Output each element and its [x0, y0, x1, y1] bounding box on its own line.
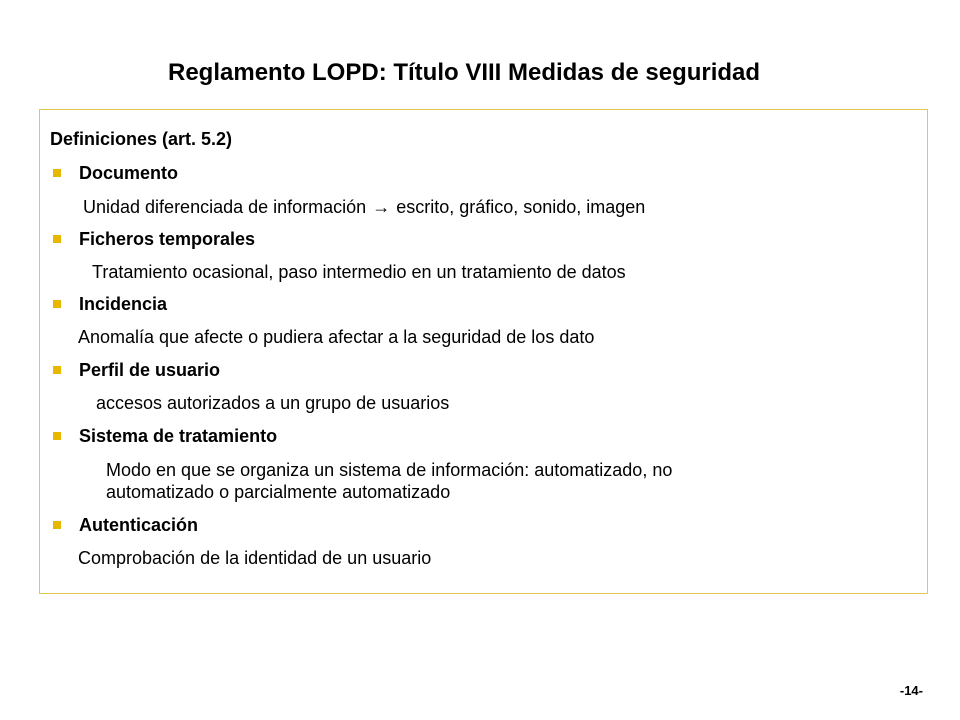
definition-autenticacion: Comprobación de la identidad de un usuario: [78, 548, 432, 568]
square-bullet-icon: [53, 300, 61, 308]
term-perfil-de-usuario: [79, 359, 220, 381]
definition-documento: [83, 196, 645, 218]
definition-text: Unidad diferenciada de información: [83, 197, 367, 217]
term-label: Perfil de usuario: [79, 360, 221, 380]
right-arrow-icon: →: [372, 197, 391, 217]
term-label: Autenticación: [79, 515, 199, 535]
term-incidencia: [79, 293, 167, 315]
square-bullet-icon: [53, 235, 61, 243]
term-documento: [79, 162, 178, 184]
square-bullet-icon: [53, 432, 61, 440]
term-autenticacion: [79, 514, 198, 536]
definition-text: escrito, gráfico, sonido, imagen: [396, 197, 646, 217]
definition-ficheros-temporales: Tratamiento ocasional, paso intermedio en un tratamiento de datos: [92, 262, 626, 282]
term-label: Sistema de tratamiento: [79, 426, 278, 446]
definition-sistema-de-tratamiento-line1: Modo en que se organiza un sistema de información: automatizado, no: [106, 460, 673, 480]
square-bullet-icon: [53, 521, 61, 529]
term-ficheros-temporales: [79, 228, 255, 250]
page-number: -14-: [899, 683, 923, 698]
term-sistema-de-tratamiento: [79, 425, 277, 447]
definition-perfil-de-usuario: accesos autorizados a un grupo de usuarios: [96, 393, 450, 413]
section-heading: Definiciones (art. 5.2): [50, 129, 233, 149]
square-bullet-icon: [53, 366, 61, 374]
term-label: Incidencia: [79, 294, 168, 314]
definition-sistema-de-tratamiento-line2: automatizado o parcialmente automatizado: [106, 482, 451, 502]
square-bullet-icon: [53, 169, 61, 177]
term-label: Documento: [79, 163, 178, 183]
term-label: Ficheros temporales: [79, 229, 256, 249]
definition-incidencia: Anomalía que afecte o pudiera afectar a la seguridad de los dato: [78, 327, 595, 347]
slide-title: Reglamento LOPD: Título VIII Medidas de seguridad: [168, 59, 761, 86]
definitions-box: [39, 109, 928, 594]
